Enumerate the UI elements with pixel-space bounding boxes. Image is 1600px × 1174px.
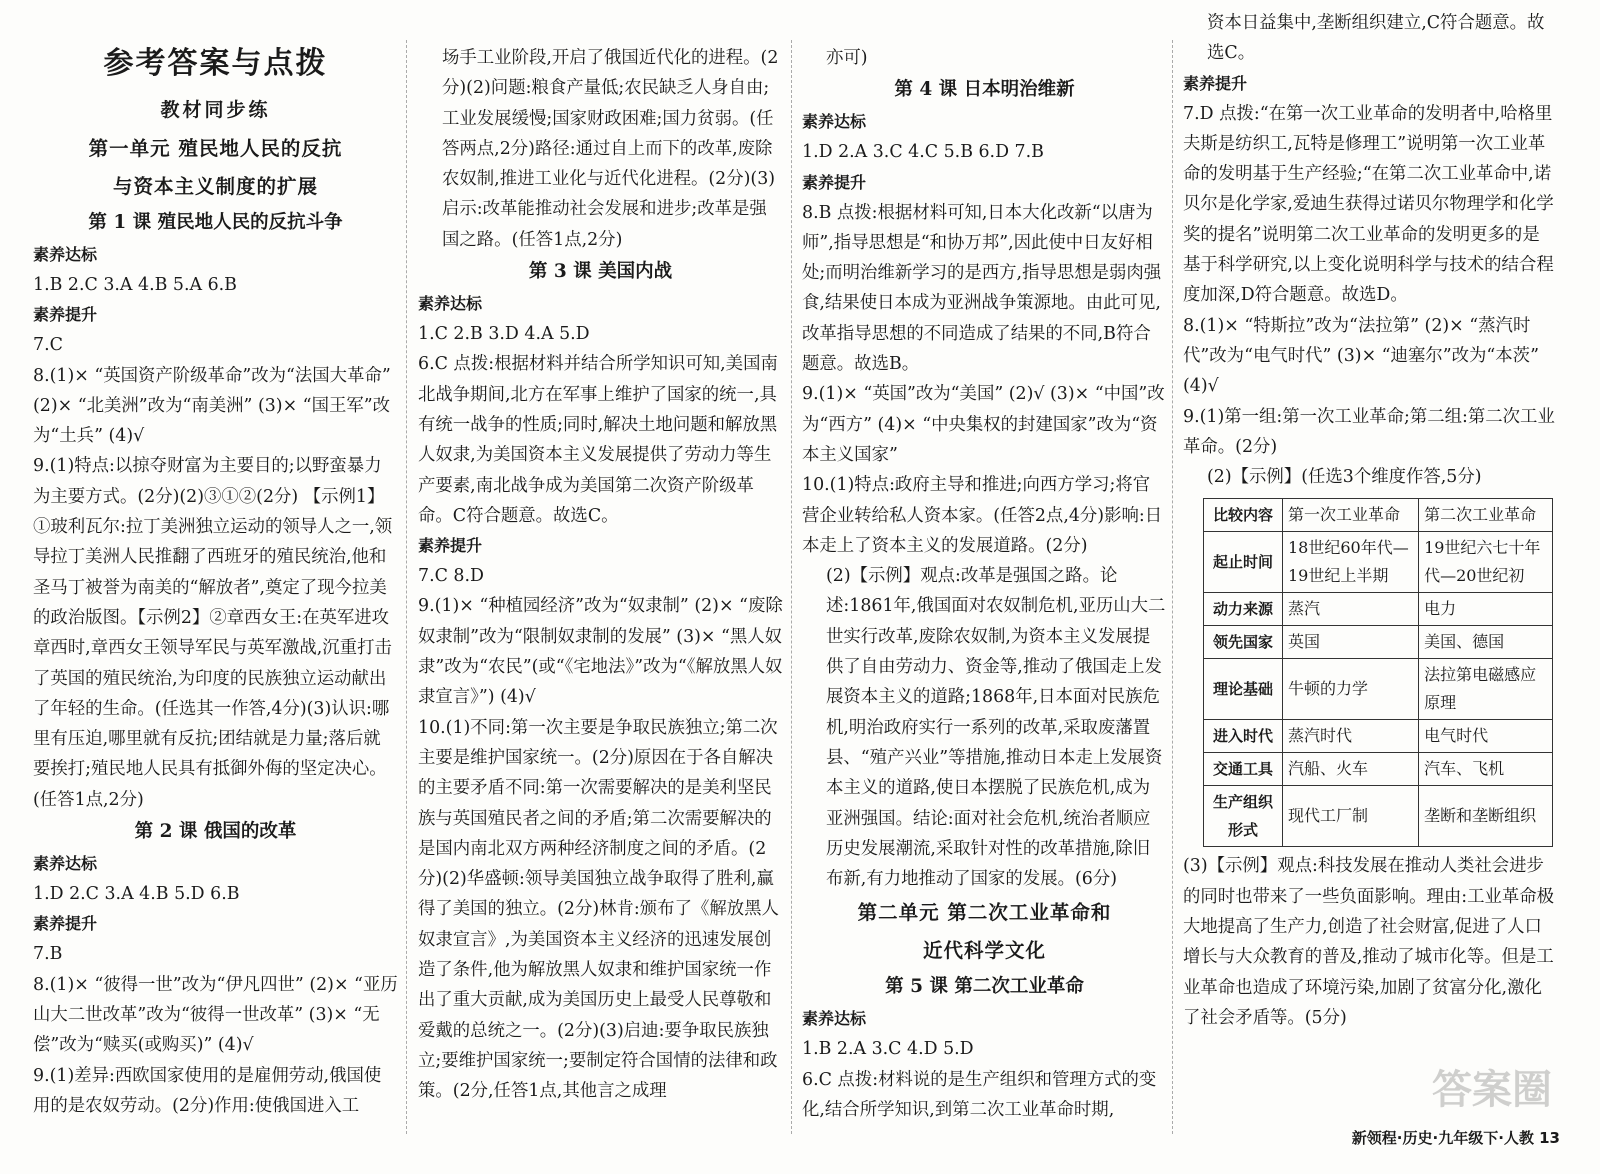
table-row-label: 交通工具 (1204, 753, 1283, 786)
table-cell: 蒸汽 (1283, 593, 1419, 626)
table-row (1204, 626, 1553, 659)
answer-paragraph: 8.B 点拨:根据材料可知,日本大化改新“以唐为师”,指导思想是“和协万邦”,因此使中日友好相处;而明治维新学习的是西方,指导思想是弱肉强食,结果使日本成为亚洲战争策源地。由此可见,改革指导思想的不同造成了结果的不同,B符合题意。故选B。 (802, 202, 1162, 375)
answer-paragraph: 7.D 点拨:“在第一次工业革命的发明者中,哈格里夫斯是纺织工,瓦特是修理工”说明第一次工业革命的发明基于生产经验;“在第二次工业革命中,诺贝尔是化学家,爱迪生获得过诺贝尔物理学和化学奖的提名”说明第二次工业革命的发明更多的是基于科学研究,以上变化说明科学与技术的结合程度加深,D符合题意。故选D。 (1183, 103, 1554, 306)
column-3 (802, 43, 1167, 1121)
column-1 (33, 38, 398, 1114)
column-divider (406, 40, 407, 1134)
section-subtitle: 教材同步练 (160, 99, 271, 121)
column-divider (791, 40, 792, 1134)
answer-line: 7.C 8.D (418, 566, 484, 587)
table-cell: 汽船、火车 (1283, 753, 1419, 786)
watermark-logo: 答案圈 (1432, 1067, 1552, 1113)
table-cell: 电力 (1419, 593, 1553, 626)
answer-line: 1.B 2.C 3.A 4.B 5.A 6.B (33, 275, 237, 295)
lesson-heading: 第 2 课 俄国的改革 (134, 821, 297, 843)
lesson-heading: 第 3 课 美国内战 (528, 261, 673, 283)
answer-paragraph: 8.(1)× “英国资产阶级革命”改为“法国大革命” (2)× “北美洲”改为“南美洲” (3)× “国王军”改为“土兵” (4)√ (33, 365, 391, 447)
unit-heading: 近代科学文化 (922, 939, 1046, 963)
section-label: 素养达标 (802, 112, 867, 132)
table-cell: 汽车、飞机 (1419, 753, 1553, 786)
table-header-cell: 第二次工业革命 (1419, 499, 1553, 532)
answer-paragraph: 9.(1)× “英国”改为“美国” (2)√ (3)× “中国”改为“西方” (4)× “中央集权的封建国家”改为“资本主义国家” (802, 384, 1165, 465)
answer-paragraph: 9.(1)× “种植园经济”改为“奴隶制” (2)× “废除奴隶制”改为“限制奴隶制的发展” (3)× “黑人奴隶”改为“农民”(或“《宅地法》”改为“《解放黑人奴隶宣言》”) (4)√ (418, 596, 783, 708)
answer-paragraph: 8.(1)× “彼得一世”改为“伊凡四世” (2)× “亚历山大二世改革”改为“彼得一世改革” (3)× “无偿”改为“赎买(或购买)” (4)√ (33, 974, 398, 1056)
section-label: 素养达标 (33, 854, 98, 874)
unit-heading: 第二单元 第二次工业革命和 (857, 901, 1112, 925)
answer-paragraph: 10.(1)特点:政府主导和推进;向西方学习;将官营企业转给私人资本家。(任答2点,4分)影响:日本走上了资本主义的发展道路。(2分) (802, 475, 1163, 556)
table-cell: 垄断和垄断组织 (1419, 786, 1553, 847)
unit-heading: 与资本主义制度的扩展 (112, 175, 318, 198)
lesson-heading: 第 5 课 第二次工业革命 (885, 976, 1084, 998)
table-cell: 牛顿的力学 (1283, 659, 1419, 720)
answer-line: 1.C 2.B 3.D 4.A 5.D (418, 324, 590, 345)
section-label: 素养提升 (418, 536, 483, 556)
answer-paragraph: 9.(1)差异:西欧国家使用的是雇佣劳动,俄国使用的是农奴劳动。(2分)作用:使俄国进入工 (33, 1065, 382, 1116)
answer-line: (2)【示例】(任选3个维度作答,5分) (1207, 467, 1482, 488)
answer-paragraph: 场手工业阶段,开启了俄国近代化的进程。(2分)(2)问题:粮食产量低;农民缺乏人身自由;工业发展缓慢;国家财政困难;国力贫弱。(任答两点,2分)路径:通过自上而下的改革,废除农奴制,推进工业化与近代化进程。(2分)(3)启示:改革能推动社会发展和进步;改革是强国之路。(任答1点,2分) (442, 48, 779, 250)
answer-paragraph: (3)【示例】观点:科技发展在推动人类社会进步的同时也带来了一些负面影响。理由:工业革命极大地提高了生产力,创造了社会财富,促进了人口增长与大众教育的普及,推动了城市化等。但是工业革命也造成了环境污染,加剧了贫富分化,激化了社会矛盾等。(5分) (1183, 856, 1555, 1028)
table-row (1204, 786, 1553, 847)
table-cell: 法拉第电磁感应原理 (1419, 659, 1553, 720)
page-title: 参考答案与点拨 (103, 46, 328, 81)
table-cell: 蒸汽时代 (1283, 720, 1419, 753)
answer-paragraph: 9.(1)特点:以掠夺财富为主要目的;以野蛮暴力为主要方式。(2分)(2)③①②(2分) 【示例1】①玻利瓦尔:拉丁美洲独立运动的领导人之一,领导拉丁美洲人民推翻了西班牙的殖民统治,他和圣马丁被誉为南美的“解放者”,奠定了现今拉美的政治版图。【示例2】②章西女王:在英军进攻章西时,章西女王领导军民与英军激战,沉重打击了英国的殖民统治,为印度的民族独立运动献出了年轻的生命。(任选其一作答,4分)(3)认识:哪里有压迫,哪里就有反抗;团结就是力量;落后就要挨打;殖民地人民具有抵御外侮的坚定决心。(任答1点,2分) (33, 456, 393, 810)
table-row (1204, 659, 1553, 720)
answer-paragraph: 6.C 点拨:材料说的是生产组织和管理方式的变化,结合所学知识,到第二次工业革命时期, (802, 1069, 1157, 1121)
comparison-table (1203, 498, 1553, 847)
section-label: 素养提升 (802, 172, 867, 192)
section-label: 素养达标 (802, 1009, 867, 1029)
table-row-label: 理论基础 (1204, 659, 1283, 720)
table-row-label: 起止时间 (1204, 532, 1283, 593)
answer-paragraph: 10.(1)不同:第一次主要是争取民族独立;第二次主要是维护国家统一。(2分)原因在于各自解决的主要矛盾不同:第一次需要解决的是美利坚民族与英国殖民者之间的矛盾;第二次需要解决的是国内南北双方两种经济制度之间的矛盾。(2分)(2)华盛顿:领导美国独立战争取得了胜利,赢得了美国的独立。(2分)林肯:颁布了《解放黑人奴隶宣言》,为美国资本主义经济的迅速发展创造了条件,他为解放黑人奴隶和维护国家统一作出了重大贡献,成为美国历史上最受人民尊敬和爱戴的总统之一。(2分)(3)启迪:要争取民族独立;要维护国家统一;要制定符合国情的法律和政策。(2分,任答1点,其他言之成理 (418, 717, 779, 1102)
answer-line: 1.D 2.C 3.A 4.B 5.D 6.B (33, 884, 240, 905)
table-header-cell: 第一次工业革命 (1283, 499, 1419, 532)
section-label: 素养提升 (33, 305, 98, 325)
lesson-heading: 第 1 课 殖民地人民的反抗斗争 (88, 212, 343, 233)
section-label: 素养达标 (33, 245, 98, 264)
answer-paragraph: 资本日益集中,垄断组织建立,C符合题意。故选C。 (1207, 13, 1545, 64)
table-cell: 电气时代 (1419, 720, 1553, 753)
answer-line: 7.C (33, 335, 63, 356)
table-row-label: 领先国家 (1204, 626, 1283, 659)
table-header-cell: 比较内容 (1204, 499, 1283, 532)
answer-line: 亦可) (826, 48, 868, 68)
unit-heading: 第一单元 殖民地人民的反抗 (88, 137, 343, 160)
table-cell: 现代工厂制 (1283, 786, 1419, 847)
table-header-row (1204, 499, 1553, 532)
table-cell: 19世纪六七十年代—20世纪初 (1419, 532, 1553, 593)
lesson-heading: 第 4 课 日本明治维新 (894, 79, 1075, 101)
table-cell: 英国 (1283, 626, 1419, 659)
table-row (1204, 532, 1553, 593)
page-footer: 新领程·历史·九年级下·人教 13 (1351, 1129, 1560, 1147)
answer-paragraph: 8.(1)× “特斯拉”改为“法拉第” (2)× “蒸汽时代”改为“电气时代” (3)× “迪塞尔”改为“本茨” (4)√ (1183, 315, 1539, 397)
column-4 (1183, 8, 1555, 1114)
answer-line: 1.B 2.A 3.C 4.D 5.D (802, 1039, 974, 1060)
section-label: 素养提升 (33, 914, 98, 934)
table-row (1204, 720, 1553, 753)
table-row-label: 生产组织形式 (1204, 786, 1283, 847)
answer-line: 7.B (33, 944, 63, 965)
column-divider (1172, 40, 1173, 1134)
table-row-label: 动力来源 (1204, 593, 1283, 626)
table-row-label: 进入时代 (1204, 720, 1283, 753)
table-cell: 18世纪60年代—19世纪上半期 (1283, 532, 1419, 593)
answer-line: 1.D 2.A 3.C 4.C 5.B 6.D 7.B (802, 142, 1044, 163)
section-label: 素养提升 (1183, 73, 1248, 93)
section-label: 素养达标 (418, 294, 483, 314)
answer-paragraph: (2)【示例】观点:改革是强国之路。论述:1861年,俄国面对农奴制危机,亚历山大二世实行改革,废除农奴制,为资本主义发展提供了自由劳动力、资金等,推动了俄国走上发展资本主义的道路;1868年,日本面对民族危机,明治政府实行一系列的改革,采取废藩置县、“殖产兴业”等措施,推动日本走上发展资本主义的道路,使日本摆脱了民族危机,成为亚洲强国。结论:面对社会危机,统治者顺应历史发展潮流,采取针对性的改革措施,除旧布新,有力地推动了国家的发展。(6分) (826, 566, 1166, 890)
table-row (1204, 593, 1553, 626)
answer-paragraph: 6.C 点拨:根据材料并结合所学知识可知,美国南北战争期间,北方在军事上维护了国家的统一,具有统一战争的性质;同时,解决土地问题和解放黑人奴隶,为美国资本主义发展提供了劳动力等生产要素,南北战争成为美国第二次资产阶级革命。C符合题意。故选C。 (418, 354, 778, 526)
table-row (1204, 753, 1553, 786)
column-2 (418, 43, 783, 1114)
table-cell: 美国、德国 (1419, 626, 1553, 659)
answer-paragraph: 9.(1)第一组:第一次工业革命;第二组:第二次工业革命。(2分) (1183, 406, 1555, 457)
